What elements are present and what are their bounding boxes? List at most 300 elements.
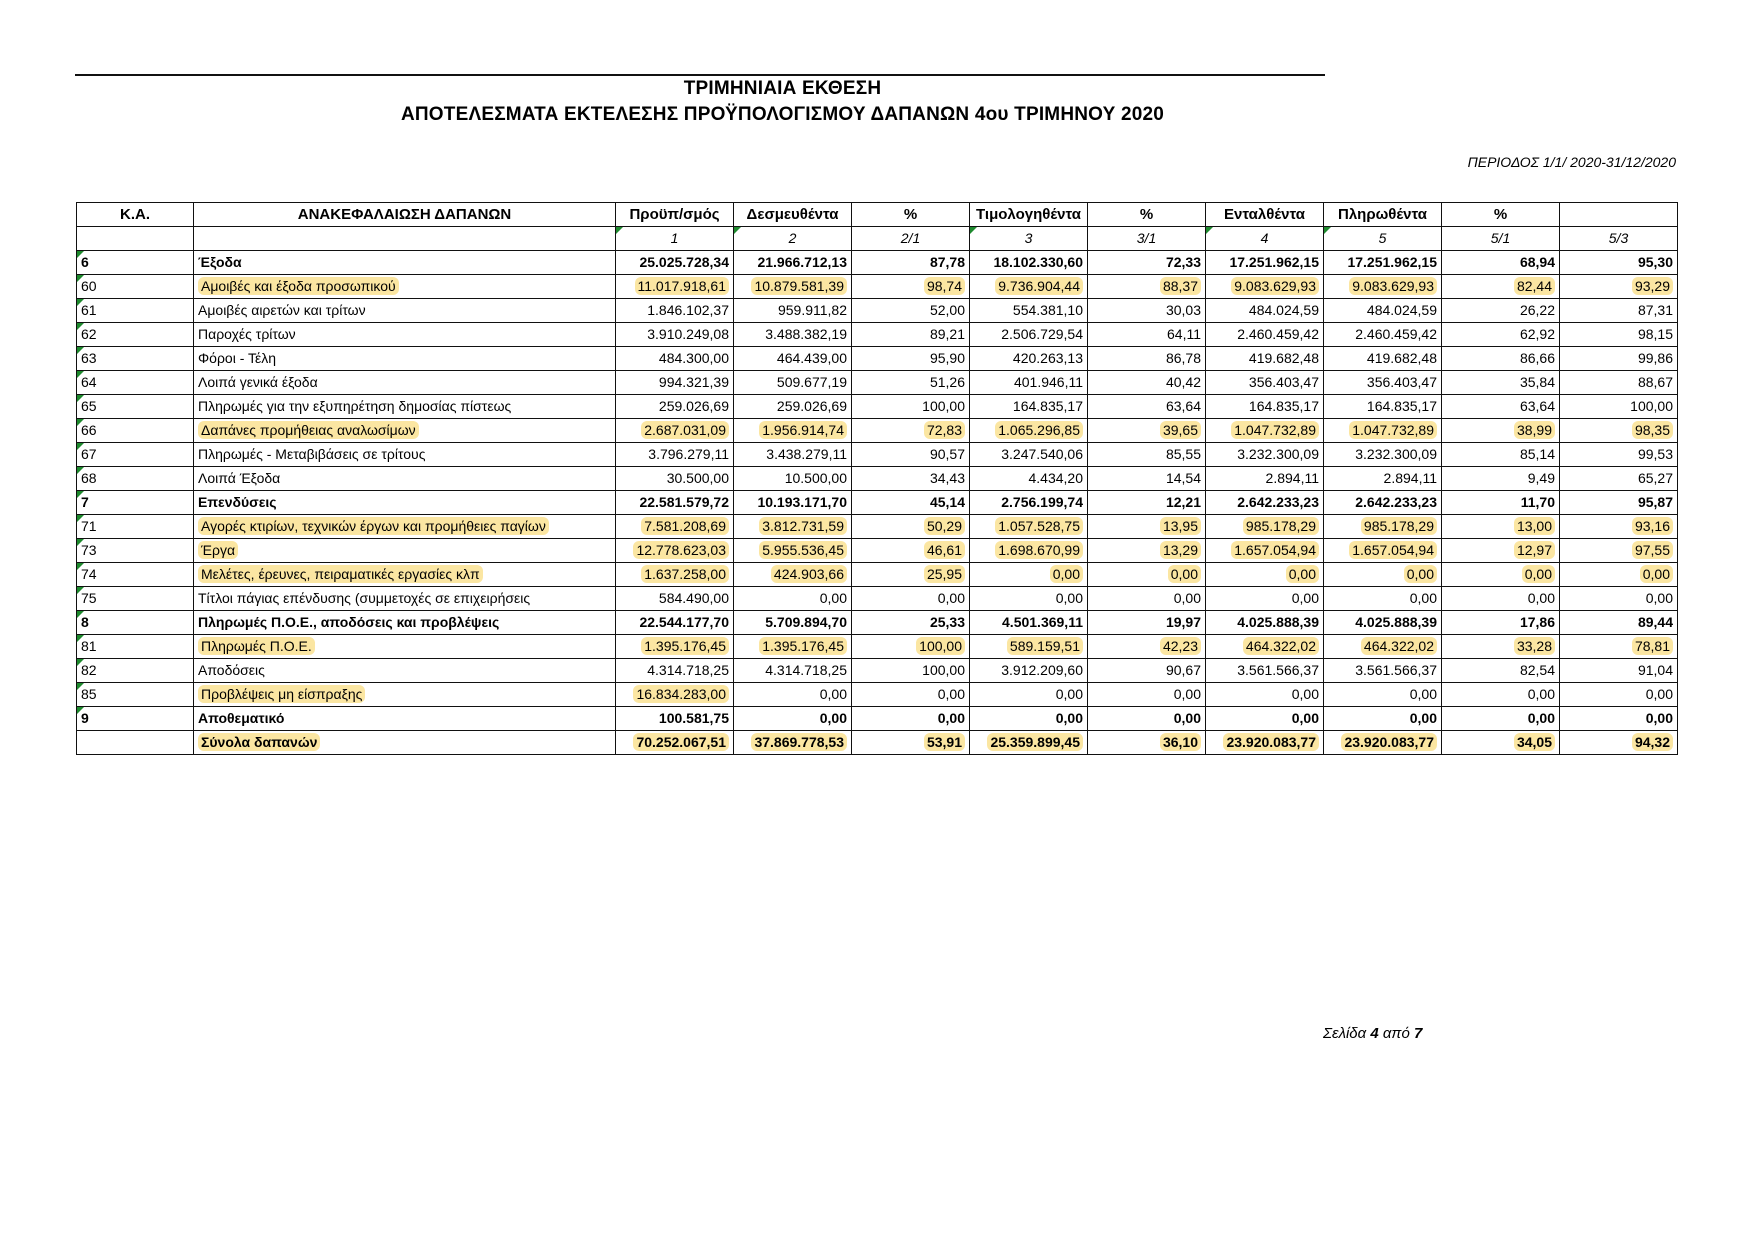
value-cell [1088,395,1206,419]
value-cell [734,299,852,323]
value-cell [970,707,1088,731]
value-cell [970,443,1088,467]
description-text: Παροχές τρίτων [198,326,296,342]
value-text: 1.395.176,45 [759,637,847,655]
value-text: 0,00 [1527,686,1555,702]
value-text: 17,86 [1519,614,1555,630]
value-text: 87,78 [929,254,965,270]
value-text: 11.017.918,61 [635,277,730,295]
value-cell [1206,419,1324,443]
value-text: 3.232.300,09 [1237,446,1319,462]
value-cell [1324,275,1442,299]
value-cell [852,515,970,539]
value-text: 40,42 [1165,374,1201,390]
value-text: 100,00 [922,398,965,414]
description-text: Πληρωμές Π.Ο.Ε. [198,637,315,655]
value-cell [970,323,1088,347]
account-description [194,707,616,731]
value-text: 554.381,10 [1012,302,1083,318]
value-text: 25,33 [929,614,965,630]
value-text: 2.687.031,09 [641,421,729,439]
value-text: 26,22 [1519,302,1555,318]
account-description [194,323,616,347]
value-text: 0,00 [1522,565,1555,583]
value-text: 98,15 [1637,326,1673,342]
value-text: 2.894,11 [1265,470,1319,486]
value-cell [1560,491,1678,515]
description-text: Προβλέψεις μη είσπραξης [198,685,365,703]
value-cell [1206,299,1324,323]
value-text: 0,00 [1291,686,1319,702]
value-cell [852,611,970,635]
value-text: 4.314.718,25 [647,662,729,678]
table-row [77,683,1678,707]
value-text: 14,54 [1165,470,1201,486]
value-text: 1.846.102,37 [647,302,729,318]
account-description [194,395,616,419]
value-text: 3.561.566,37 [1237,662,1319,678]
value-cell [1206,467,1324,491]
value-text: 89,44 [1637,614,1673,630]
report-title: ΤΡΙΜΗΝΙΑΙΑ ΕΚΘΕΣΗ [683,78,882,99]
value-text: 46,61 [924,541,965,559]
value-text: 93,29 [1632,277,1673,295]
account-code: 74 [77,563,194,587]
value-text: 4.501.369,11 [1002,614,1083,630]
column-subheader: 2 [734,227,852,251]
description-text: Αμοιβές αιρετών και τρίτων [198,302,366,318]
account-description [194,563,616,587]
description-text: Αγορές κτιρίων, τεχνικών έργων και προμήθειες παγίων [198,517,549,535]
value-cell [1442,539,1560,563]
value-text: 88,67 [1637,374,1673,390]
value-cell [734,419,852,443]
value-text: 70.252.067,51 [633,733,729,751]
value-text: 25.025.728,34 [639,254,729,270]
value-text: 259.026,69 [776,398,847,414]
value-text: 64,11 [1167,326,1201,342]
value-cell [1324,539,1442,563]
column-subheader: 4 [1206,227,1324,251]
value-cell [1560,515,1678,539]
value-text: 3.232.300,09 [1355,446,1437,462]
table-subheader-row [77,227,1678,251]
account-description [194,539,616,563]
account-code: 60 [77,275,194,299]
value-text: 419.682,48 [1248,350,1319,366]
value-cell [1206,635,1324,659]
value-text: 0,00 [937,686,965,702]
value-cell [970,635,1088,659]
value-text: 30.500,00 [666,470,729,486]
value-cell [852,635,970,659]
value-text: 62,92 [1519,326,1555,342]
value-cell [1442,587,1560,611]
description-text: Επενδύσεις [198,494,277,510]
account-code: 82 [77,659,194,683]
value-text: 5.709.894,70 [765,614,847,630]
account-code: 64 [77,371,194,395]
value-cell [1324,635,1442,659]
value-text: 63,64 [1519,398,1555,414]
value-cell [1088,611,1206,635]
account-description [194,347,616,371]
description-text: Σύνολα δαπανών [198,733,320,751]
value-cell [852,419,970,443]
value-cell [1324,707,1442,731]
value-text: 19,97 [1165,614,1201,630]
value-text: 37.869.778,53 [751,733,847,751]
value-text: 10.193.171,70 [757,494,847,510]
value-text: 1.065.296,85 [995,421,1083,439]
value-cell [1088,731,1206,755]
value-cell [616,611,734,635]
column-subheader: 2/1 [852,227,970,251]
value-text: 1.047.732,89 [1349,421,1437,439]
value-cell [1560,299,1678,323]
value-text: 3.796.279,11 [648,446,729,462]
value-text: 0,00 [1286,565,1319,583]
value-text: 10.879.581,39 [751,277,847,295]
value-text: 4.025.888,39 [1237,614,1319,630]
value-cell [1560,419,1678,443]
table-row [77,563,1678,587]
value-cell [1560,635,1678,659]
page-number [1323,1025,1422,1042]
value-cell [616,731,734,755]
value-cell [970,491,1088,515]
account-description [194,587,616,611]
account-description [194,443,616,467]
value-text: 25.359.899,45 [987,733,1083,751]
value-cell [1560,443,1678,467]
value-text: 0,00 [1050,565,1083,583]
value-text: 22.544.177,70 [639,614,729,630]
value-cell [1324,443,1442,467]
value-cell [1560,563,1678,587]
value-text: 99,53 [1637,446,1673,462]
value-cell [1088,515,1206,539]
value-cell [970,611,1088,635]
value-cell [1324,419,1442,443]
account-code [77,731,194,755]
value-text: 164.835,17 [1366,398,1437,414]
value-cell [1442,611,1560,635]
value-text: 0,00 [1645,590,1673,606]
value-cell [1088,707,1206,731]
value-text: 100.581,75 [658,710,729,726]
value-cell [1206,443,1324,467]
table-row [77,611,1678,635]
value-cell [1206,563,1324,587]
column-header: Δεσμευθέντα [734,203,852,227]
value-text: 3.912.209,60 [1001,662,1083,678]
value-cell [734,443,852,467]
table-row [77,443,1678,467]
value-cell [970,467,1088,491]
value-cell [1560,587,1678,611]
value-text: 12,21 [1165,494,1201,510]
description-text: Πληρωμές για την εξυπηρέτηση δημοσίας πίστεως [198,398,512,414]
value-text: 1.698.670,99 [995,541,1083,559]
account-code: 71 [77,515,194,539]
value-cell [970,275,1088,299]
value-text: 2.506.729,54 [1001,326,1083,342]
value-text: 63,64 [1165,398,1201,414]
account-code: 9 [77,707,194,731]
value-cell [852,539,970,563]
value-text: 98,35 [1632,421,1673,439]
table-row [77,299,1678,323]
value-cell [1324,659,1442,683]
account-code: 61 [77,299,194,323]
value-text: 994.321,39 [658,374,729,390]
value-cell [1088,371,1206,395]
value-cell [852,707,970,731]
value-text: 464.322,02 [1243,637,1319,655]
account-description [194,467,616,491]
value-text: 33,28 [1514,637,1555,655]
value-cell [1088,467,1206,491]
value-cell [1560,683,1678,707]
value-text: 21.966.712,13 [757,254,847,270]
account-code: 62 [77,323,194,347]
account-code: 85 [77,683,194,707]
description-text: Φόροι - Τέλη [198,350,277,366]
value-text: 3.247.540,06 [1001,446,1083,462]
value-cell [852,347,970,371]
value-cell [970,539,1088,563]
value-text: 0,00 [1645,710,1673,726]
value-text: 0,00 [1404,565,1437,583]
value-cell [1442,347,1560,371]
value-cell [1442,491,1560,515]
page-total: 7 [1413,1025,1423,1042]
account-description [194,491,616,515]
value-cell [1560,611,1678,635]
value-text: 34,43 [929,470,965,486]
value-cell [616,371,734,395]
value-cell [1442,395,1560,419]
value-cell [1324,347,1442,371]
value-cell [734,635,852,659]
value-text: 72,33 [1165,254,1201,270]
value-text: 42,23 [1160,637,1201,655]
value-cell [1442,731,1560,755]
table-row [77,419,1678,443]
value-cell [1206,659,1324,683]
value-text: 1.057.528,75 [995,517,1083,535]
value-text: 23.920.083,77 [1341,733,1437,751]
value-text: 2.460.459,42 [1355,326,1437,342]
value-text: 95,90 [929,350,965,366]
value-text: 0,00 [1173,686,1201,702]
table-row [77,347,1678,371]
value-text: 985.178,29 [1361,517,1437,535]
value-text: 9.083.629,93 [1349,277,1437,295]
description-text: Μελέτες, έρευνες, πειραματικές εργασίες κλπ [198,565,483,583]
value-cell [734,491,852,515]
value-cell [1088,299,1206,323]
column-header: Πληρωθέντα [1324,203,1442,227]
value-text: 82,54 [1519,662,1555,678]
column-subheader: 5/3 [1560,227,1678,251]
value-cell [1560,347,1678,371]
value-cell [970,683,1088,707]
value-cell [1206,323,1324,347]
column-header: ΑΝΑΚΕΦΑΛΑΙΩΣΗ ΔΑΠΑΝΩΝ [194,203,616,227]
column-subheader: 5/1 [1442,227,1560,251]
value-cell [734,563,852,587]
value-text: 85,14 [1519,446,1555,462]
value-cell [1206,371,1324,395]
column-header: Ενταλθέντα [1206,203,1324,227]
value-text: 100,00 [1630,398,1673,414]
value-text: 0,00 [1291,590,1319,606]
value-cell [1206,275,1324,299]
value-text: 1.657.054,94 [1231,541,1319,559]
value-text: 484.024,59 [1248,302,1319,318]
value-cell [1324,563,1442,587]
page-prefix: Σελίδα [1323,1025,1371,1042]
value-cell [1442,323,1560,347]
value-cell [734,515,852,539]
value-cell [616,515,734,539]
table-row [77,323,1678,347]
value-text: 11,70 [1520,494,1555,510]
value-text: 2.756.199,74 [1001,494,1083,510]
value-text: 13,29 [1160,541,1201,559]
value-cell [970,659,1088,683]
value-text: 17.251.962,15 [1347,254,1437,270]
table-header-row [77,203,1678,227]
value-cell [616,707,734,731]
value-cell [616,539,734,563]
value-cell [734,539,852,563]
account-code: 8 [77,611,194,635]
value-text: 1.395.176,45 [641,637,729,655]
table-row [77,491,1678,515]
value-cell [1088,491,1206,515]
table-row [77,467,1678,491]
value-text: 90,67 [1165,662,1201,678]
value-cell [1088,443,1206,467]
page-current: 4 [1370,1025,1379,1042]
value-cell [970,731,1088,755]
value-text: 1.657.054,94 [1349,541,1437,559]
column-subheader: 3 [970,227,1088,251]
description-text: Τίτλοι πάγιας επένδυσης (συμμετοχές σε επιχειρήσεις [198,590,531,606]
value-cell [852,563,970,587]
description-text: Λοιπά γενικά έξοδα [198,374,318,390]
value-cell [1324,251,1442,275]
account-code: 65 [77,395,194,419]
table-row [77,731,1678,755]
value-cell [1206,251,1324,275]
value-text: 356.403,47 [1366,374,1437,390]
value-cell [1442,707,1560,731]
value-text: 34,05 [1514,733,1555,751]
value-text: 23.920.083,77 [1223,733,1319,751]
value-cell [1088,659,1206,683]
value-text: 0,00 [1173,590,1201,606]
value-text: 50,29 [924,517,965,535]
value-cell [1442,683,1560,707]
value-text: 0,00 [1173,710,1201,726]
value-cell [1560,539,1678,563]
value-cell [734,731,852,755]
value-cell [1206,707,1324,731]
table-row [77,659,1678,683]
value-cell [970,563,1088,587]
value-cell [852,443,970,467]
value-text: 0,00 [937,710,965,726]
value-text: 0,00 [1527,710,1555,726]
value-text: 86,78 [1165,350,1201,366]
column-header: % [852,203,970,227]
account-description [194,635,616,659]
value-cell [734,323,852,347]
description-text: Αποθεματικό [198,710,285,726]
value-cell [734,275,852,299]
account-description [194,659,616,683]
value-cell [734,371,852,395]
value-cell [1206,539,1324,563]
value-cell [1088,563,1206,587]
value-cell [852,683,970,707]
value-cell [1324,299,1442,323]
column-header: Τιμολογηθέντα [970,203,1088,227]
value-text: 4.025.888,39 [1355,614,1437,630]
account-description [194,419,616,443]
value-text: 45,14 [929,494,965,510]
value-cell [1088,635,1206,659]
value-cell [1324,371,1442,395]
value-cell [852,659,970,683]
value-cell [734,683,852,707]
value-text: 164.835,17 [1248,398,1319,414]
value-cell [1442,419,1560,443]
value-text: 9.736.904,44 [995,277,1083,295]
value-cell [1560,323,1678,347]
account-code: 63 [77,347,194,371]
value-cell [734,395,852,419]
value-cell [852,395,970,419]
value-text: 0,00 [1055,686,1083,702]
account-code: 67 [77,443,194,467]
value-cell [616,683,734,707]
value-text: 25,95 [924,565,965,583]
column-subheader: 1 [616,227,734,251]
value-text: 95,87 [1637,494,1673,510]
description-text: Πληρωμές - Μεταβιβάσεις σε τρίτους [198,446,426,462]
value-cell [852,275,970,299]
value-text: 91,04 [1637,662,1673,678]
value-text: 0,00 [1409,686,1437,702]
value-text: 484.300,00 [658,350,729,366]
value-cell [1324,395,1442,419]
account-code: 68 [77,467,194,491]
value-text: 0,00 [1168,565,1201,583]
column-header: Κ.Α. [77,203,194,227]
value-text: 0,00 [1409,710,1437,726]
value-cell [852,587,970,611]
expenses-table [76,202,1678,755]
value-cell [1324,323,1442,347]
value-cell [616,587,734,611]
value-text: 1.637.258,00 [641,565,729,583]
value-cell [852,299,970,323]
